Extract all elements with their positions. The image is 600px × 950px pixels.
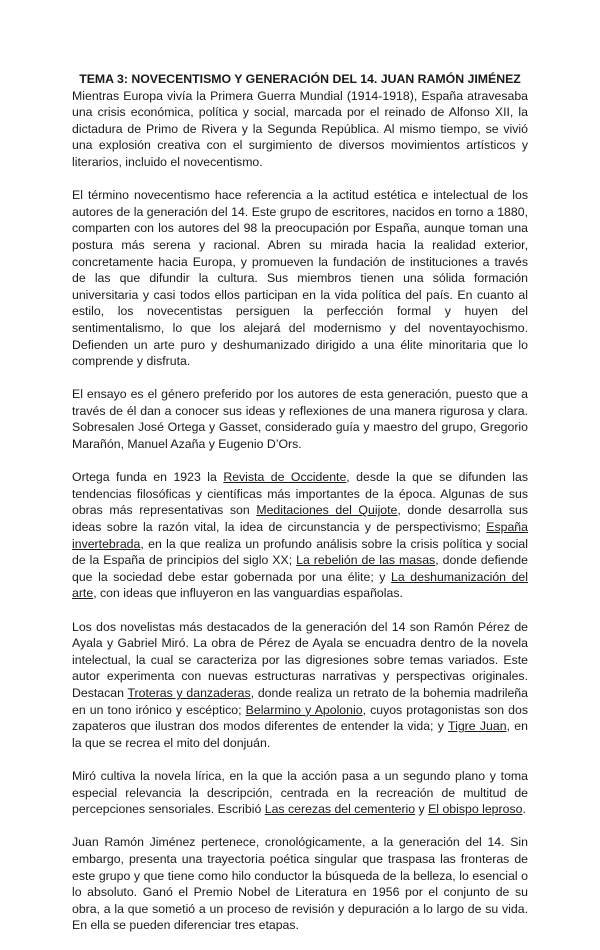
work-title-belarmino-y-apolonio: Belarmino y Apolonio xyxy=(245,702,363,717)
paragraph-text: , con ideas que influyeron en las vanguardias españolas. xyxy=(93,586,403,601)
paragraph-context xyxy=(72,88,528,171)
paragraph-text: Mientras Europa vivía la Primera Guerra Mundial (1914-1918), España atravesaba una crisis económica, política y social, marcada por el reinado de Alfonso XII, la dictadura de Primo de Rivera y la Segunda República. Al mismo tiempo, se vivió una explosión creativa con el surgimiento de diversos movimientos artísticos y literarios, incluido el novecentismo. xyxy=(72,88,528,169)
paragraph-text: , en la que realiza un profundo análisis sobre la crisis política y social de la España de principios del siglo XX; xyxy=(72,536,528,568)
document-page xyxy=(72,71,528,950)
work-title-espana-invertebrada: España invertebrada xyxy=(72,520,528,551)
paragraph-novecentismo-definition xyxy=(72,187,528,370)
paragraph-text: El ensayo es el género preferido por los autores de esta generación, puesto que a través de él dan a conocer sus ideas y reflexiones de una manera rigurosa y clara. Sobresalen José Ortega y Gasset, considerado guía y maestro del grupo, Gregorio Marañón, Manuel Azaña y Eugenio D’Ors. xyxy=(72,387,528,452)
paragraph-text: , en la que se recrea el mito del donjuán. xyxy=(72,719,528,750)
paragraph-text: , desde la que se difunden las tendencias filosóficas y científicas más importantes de la época. Algunas de sus obras más representativas son xyxy=(72,470,528,518)
paragraph-text: Los dos novelistas más destacados de la generación del 14 son Ramón Pérez de Ayala y Gabriel Miró. La obra de Pérez de Ayala se encuadra dentro de la novela intelectual, la cual se caracteriza por las digresiones sobre temas variados. Este autor experimenta con nuevas estructuras narrativas y perspectivas originales. Destacan xyxy=(72,619,528,700)
work-title-tigre-juan: Tigre Juan xyxy=(448,719,507,734)
paragraph-text: Juan Ramón Jiménez pertenece, cronológicamente, a la generación del 14. Sin embargo, presenta una trayectoria poética singular que traspasa las fronteras de este grupo y que tiene como hilo conductor la búsqueda de la belleza, lo esencial o lo absoluto. Ganó el Premio Nobel de Literatura en 1956 por el conjunto de su obra, a la que sometió a un proceso de revisión y depuración a lo largo de su vida. En ella se pueden diferenciar tres etapas. xyxy=(72,835,528,933)
paragraph-text: Miró cultiva la novela lírica, en la que la acción pasa a un segundo plano y toma especial relevancia la descripción, centrada en la recreación de multitud de percepciones sensoriales. Escribió xyxy=(72,768,528,817)
paragraph-juan-ramon-jimenez xyxy=(72,834,528,934)
paragraph-text: y xyxy=(415,802,429,817)
work-title-las-cerezas-del-cementerio: Las cerezas del cementerio xyxy=(264,802,416,817)
work-title-troteras-y-danzaderas: Troteras y danzaderas xyxy=(127,685,251,700)
work-title-la-rebelion-de-las-masas: La rebelión de las masas xyxy=(296,553,436,568)
paragraph-ortega xyxy=(72,469,528,602)
work-title-revista-de-occidente: Revista de Occidente xyxy=(223,470,347,485)
paragraph-text: , donde desarrolla sus ideas sobre la razón vital, la idea de circunstancia y de perspectivismo; xyxy=(72,503,528,535)
work-title-el-obispo-leproso: El obispo leproso xyxy=(428,802,523,817)
paragraph-miro xyxy=(72,768,528,818)
paragraph-text: Ortega funda en 1923 la xyxy=(72,470,224,485)
paragraph-text: . xyxy=(522,802,526,817)
paragraph-perez-de-ayala xyxy=(72,619,528,752)
paragraph-text: , cuyos protagonistas son dos zapateros que ilustran dos modos diferentes de entender la vida; y xyxy=(72,702,528,734)
paragraph-text: El término novecentismo hace referencia a la actitud estética e intelectual de los autores de la generación del 14. Este grupo de escritores, nacidos en torno a 1880, comparten con los autores del 98 la preocupación por España, aunque toman una postura más serena y racional. Abren su mirada hacia la realidad exterior, concretamente hacia Europa, y promueven la fundación de instituciones a través de las que difundir la cultura. Sus miembros tienen una sólida formación universitaria y casi todos ellos participan en la vida política del país. En cuanto al estilo, los novecentistas persiguen la perfección formal y huyen del sentimentalismo, lo que los alejará del modernismo y del noventayochismo. Defienden un arte puro y deshumanizado dirigido a una élite minoritaria que lo comprende y disfruta. xyxy=(72,188,528,369)
work-title-la-deshumanizacion-del-arte: La deshumanización del arte xyxy=(72,569,529,601)
paragraph-text: , donde defiende que la sociedad debe estar gobernada por una élite; y xyxy=(72,553,528,584)
paragraph-text: , donde realiza un retrato de la bohemia madrileña en un tono irónico y escéptico; xyxy=(72,685,528,717)
paragraph-ensayo xyxy=(72,386,528,452)
work-title-meditaciones-del-quijote: Meditaciones del Quijote xyxy=(256,503,398,518)
document-title: TEMA 3: NOVECENTISMO Y GENERACIÓN DEL 14. JUAN RAMÓN JIMÉNEZ xyxy=(79,72,521,86)
